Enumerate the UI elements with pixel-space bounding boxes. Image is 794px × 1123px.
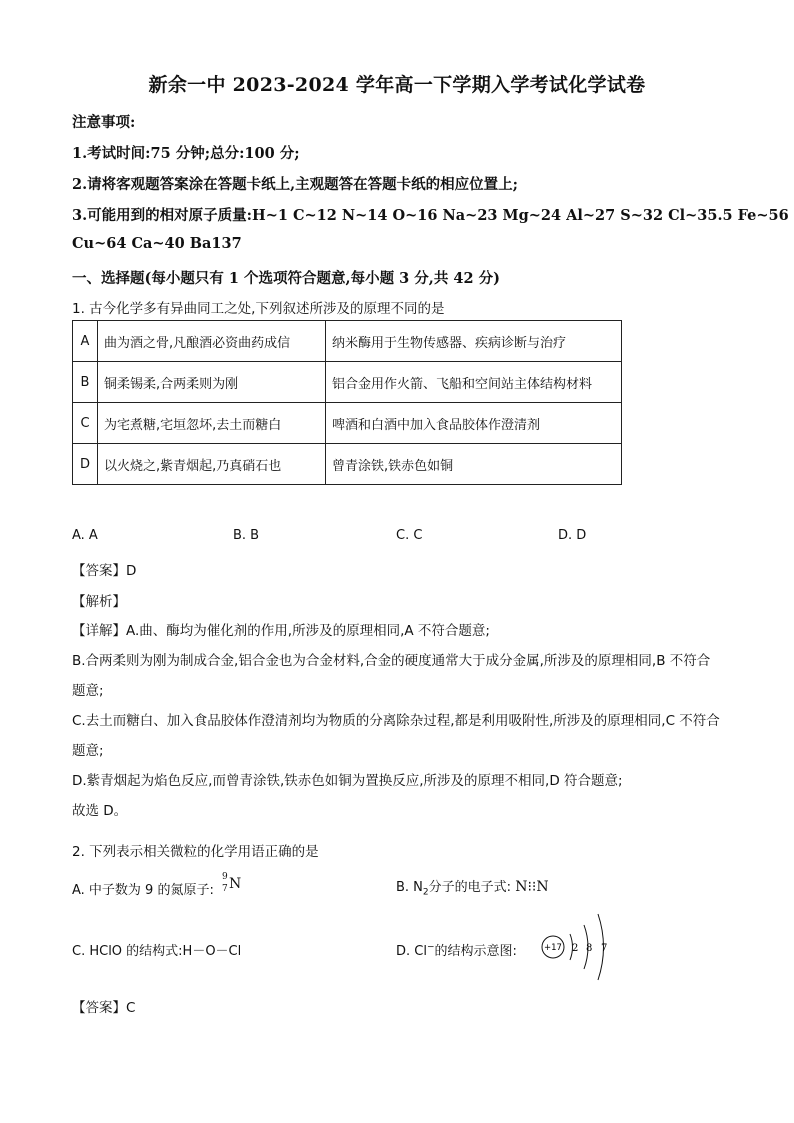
nuclide-symbol [218, 872, 244, 894]
row-left: 曲为酒之骨,凡酿酒必资曲药成信 [98, 321, 326, 362]
q2-option-b[interactable] [396, 876, 549, 898]
shell-2-electrons: 8 [586, 943, 593, 954]
atomic-number: 7 [222, 884, 228, 894]
notice-item-3-cont: Cu~64 Ca~40 Ba137 [72, 235, 242, 252]
choice-b[interactable]: B. B [233, 528, 260, 543]
choice-c[interactable]: C. C [396, 528, 423, 543]
analysis-text: A.曲、酶均为催化剂的作用,所涉及的原理相同,A 不符合题意; [126, 623, 490, 639]
table-row [73, 362, 622, 403]
superscript: − [426, 942, 435, 953]
option-a-label: A. 中子数为 9 的氮原子: [72, 883, 214, 898]
answer-value: D [126, 563, 137, 579]
shell-3-electrons: 7 [601, 943, 608, 954]
answer-value: C [126, 1000, 136, 1016]
row-key: A [73, 321, 98, 362]
option-d-label: D. Cl [396, 944, 427, 959]
analysis-line-c: C.去土而糖白、加入食品胶体作澄清剂均为物质的分离除杂过程,都是利用吸附性,所涉及的原理相同,C 不符合题意; [72, 713, 720, 759]
mass-number: 9 [222, 872, 228, 882]
table-row [73, 444, 622, 485]
row-key: C [73, 403, 98, 444]
q2-answer [72, 996, 135, 1016]
q2-option-c[interactable]: C. HClO 的结构式:H－O－Cl [72, 944, 242, 959]
row-left: 以火烧之,紫青烟起,乃真硝石也 [98, 444, 326, 485]
detail-tag: 【详解】 [72, 623, 126, 639]
q1-options-table [72, 320, 622, 485]
subscript: 2 [422, 887, 429, 898]
row-key: B [73, 362, 98, 403]
choice-d[interactable]: D. D [558, 528, 587, 543]
row-right: 啤酒和白酒中加入食品胶体作澄清剂 [326, 403, 622, 444]
answer-tag: 【答案】 [72, 1000, 126, 1016]
q2-option-d[interactable] [396, 940, 517, 959]
option-b-label: B. N [396, 880, 423, 895]
choice-a[interactable]: A. A [72, 528, 98, 543]
analysis-line-d: D.紫青烟起为焰色反应,而曾青涂铁,铁赤色如铜为置换反应,所涉及的原理不相同,D 符合题意; [72, 773, 623, 789]
analysis-line-a [72, 616, 722, 646]
row-right: 纳米酶用于生物传感器、疾病诊断与治疗 [326, 321, 622, 362]
option-b-label-2: 分子的电子式: [428, 880, 512, 895]
section-heading: 一、选择题(每小题只有 1 个选项符合题意,每小题 3 分,共 42 分) [72, 270, 500, 287]
option-d-label-2: 的结构示意图: [434, 944, 517, 959]
row-left: 为宅煮糖,宅垣忽坏,去土而糖白 [98, 403, 326, 444]
q2-stem: 2. 下列表示相关微粒的化学用语正确的是 [72, 844, 319, 860]
chloride-ion-diagram [540, 908, 614, 986]
analysis-line-b: B.合两柔则为刚为制成合金,铝合金也为合金材料,合金的硬度通常大于成分金属,所涉及的原理相同,B 不符合题意; [72, 653, 711, 699]
answer-tag: 【答案】 [72, 563, 126, 579]
shell-1-electrons: 2 [572, 943, 579, 954]
q1-analysis [72, 616, 722, 826]
nucleus-charge: +17 [544, 943, 562, 953]
row-key: D [73, 444, 98, 485]
analysis-conclusion: 故选 D。 [72, 803, 128, 819]
notice-item-1: 1.考试时间:75 分钟;总分:100 分; [72, 145, 300, 162]
electron-formula: N⁝⁝N [515, 879, 549, 895]
row-left: 铜柔锡柔,合两柔则为刚 [98, 362, 326, 403]
row-right: 曾青涂铁,铁赤色如铜 [326, 444, 622, 485]
notice-heading: 注意事项: [72, 114, 136, 131]
q1-answer [72, 559, 136, 579]
table-row [73, 403, 622, 444]
row-right: 铝合金用作火箭、飞船和空间站主体结构材料 [326, 362, 622, 403]
q2-option-a[interactable] [72, 872, 244, 898]
q1-stem: 1. 古今化学多有异曲同工之处,下列叙述所涉及的原理不同的是 [72, 301, 445, 317]
notice-item-3: 3.可能用到的相对原子质量:H~1 C~12 N~14 O~16 Na~23 Mg~24 Al~27 S~32 Cl~35.5 Fe~56 [72, 207, 789, 224]
notice-item-2: 2.请将客观题答案涂在答题卡纸上,主观题答在答题卡纸的相应位置上; [72, 176, 519, 193]
page-title: 新余一中 2023-2024 学年高一下学期入学考试化学试卷 [148, 74, 646, 96]
element-symbol: N [229, 876, 242, 892]
table-row [73, 321, 622, 362]
q1-analysis-tag: 【解析】 [72, 594, 126, 610]
